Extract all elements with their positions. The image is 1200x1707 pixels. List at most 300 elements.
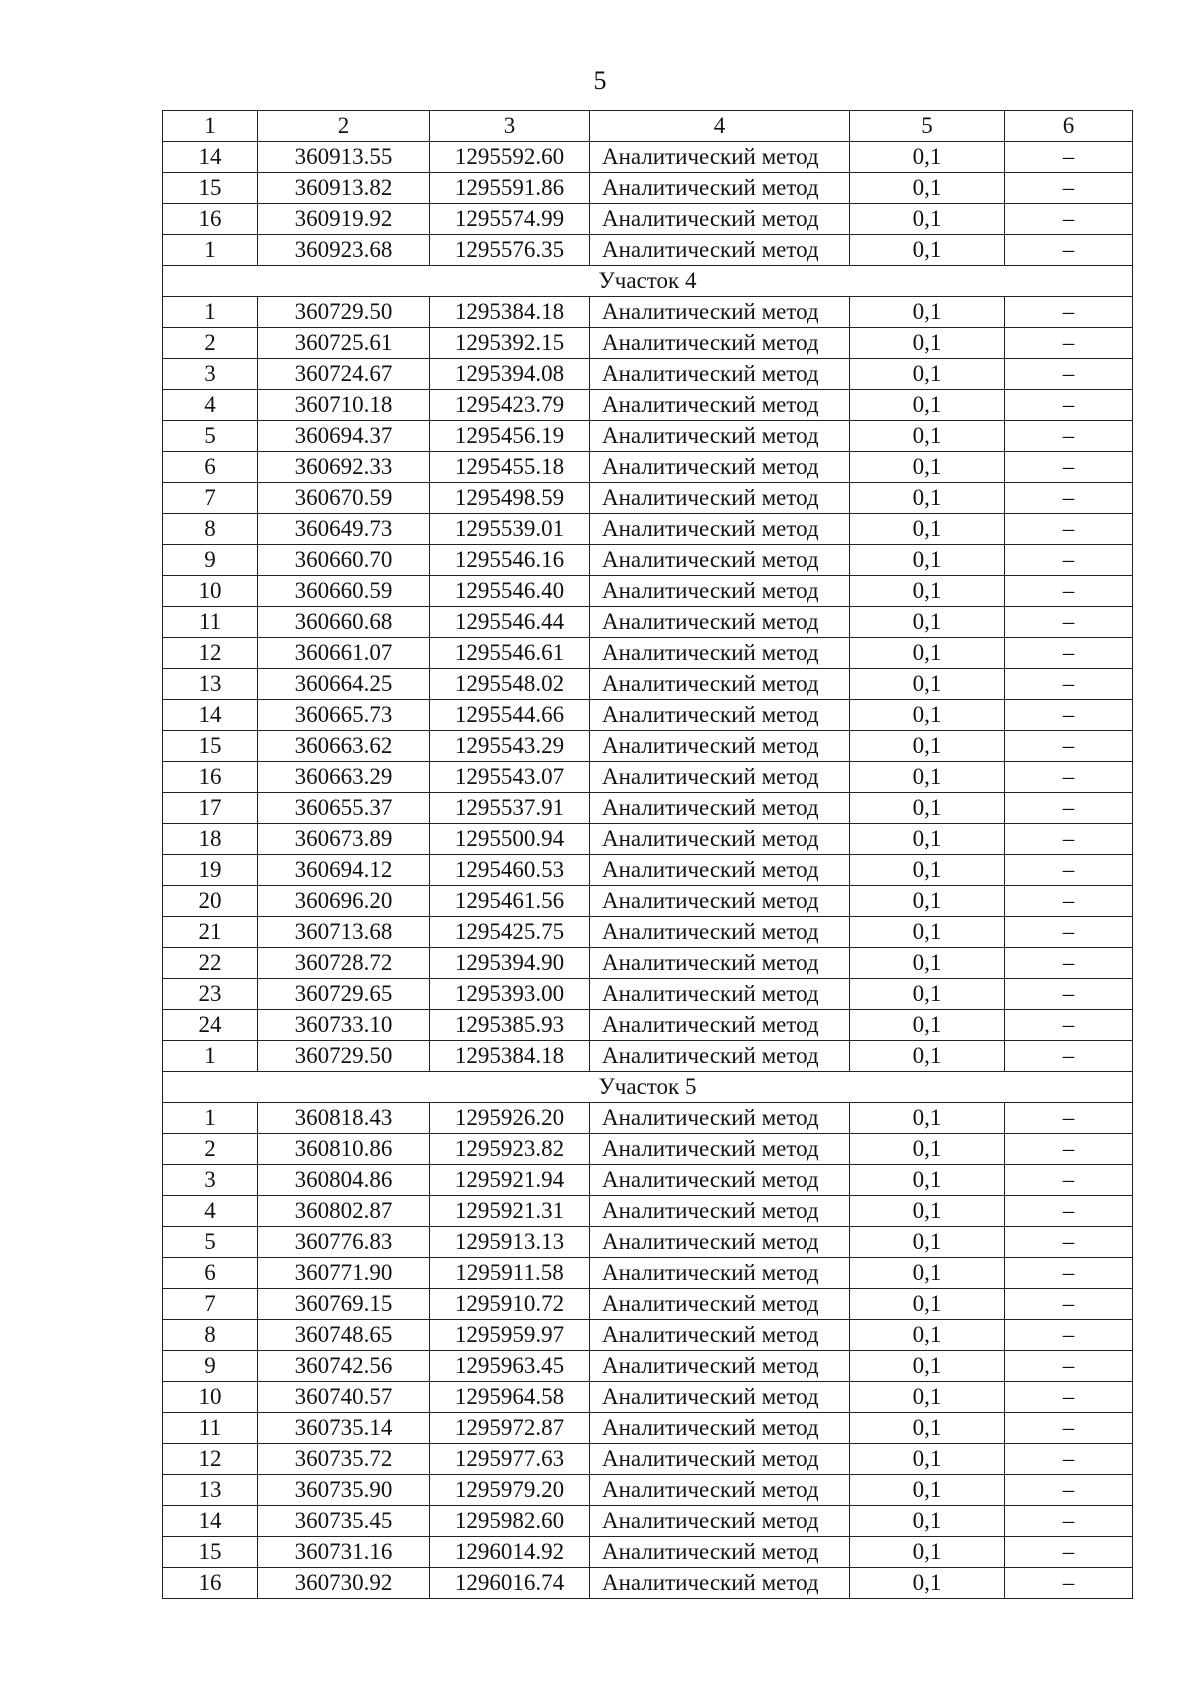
column-header: 3: [430, 111, 590, 142]
point-number-cell: 6: [163, 452, 258, 483]
x-coordinate-cell: 360660.70: [258, 545, 430, 576]
point-number-cell: 11: [163, 607, 258, 638]
point-number-cell: 15: [163, 731, 258, 762]
x-coordinate-cell: 360818.43: [258, 1103, 430, 1134]
method-cell: Аналитический метод: [590, 297, 850, 328]
method-cell: Аналитический метод: [590, 483, 850, 514]
note-cell: –: [1005, 1444, 1133, 1475]
point-number-cell: 15: [163, 1537, 258, 1568]
accuracy-cell: 0,1: [850, 1289, 1005, 1320]
method-cell: Аналитический метод: [590, 1041, 850, 1072]
point-number-cell: 4: [163, 390, 258, 421]
column-header: 4: [590, 111, 850, 142]
point-number-cell: 22: [163, 948, 258, 979]
accuracy-cell: 0,1: [850, 1196, 1005, 1227]
x-coordinate-cell: 360735.72: [258, 1444, 430, 1475]
table-row: [163, 1227, 1133, 1258]
note-cell: –: [1005, 1351, 1133, 1382]
x-coordinate-cell: 360725.61: [258, 328, 430, 359]
x-coordinate-cell: 360728.72: [258, 948, 430, 979]
method-cell: Аналитический метод: [590, 638, 850, 669]
y-coordinate-cell: 1295979.20: [430, 1475, 590, 1506]
table-row: [163, 855, 1133, 886]
x-coordinate-cell: 360731.16: [258, 1537, 430, 1568]
x-coordinate-cell: 360913.82: [258, 173, 430, 204]
note-cell: –: [1005, 1010, 1133, 1041]
table-row: [163, 1506, 1133, 1537]
y-coordinate-cell: 1295963.45: [430, 1351, 590, 1382]
section-title: Участок 4: [163, 266, 1133, 297]
x-coordinate-cell: 360665.73: [258, 700, 430, 731]
method-cell: Аналитический метод: [590, 917, 850, 948]
note-cell: –: [1005, 948, 1133, 979]
y-coordinate-cell: 1295926.20: [430, 1103, 590, 1134]
note-cell: –: [1005, 1134, 1133, 1165]
note-cell: –: [1005, 514, 1133, 545]
y-coordinate-cell: 1295456.19: [430, 421, 590, 452]
x-coordinate-cell: 360694.37: [258, 421, 430, 452]
note-cell: –: [1005, 1413, 1133, 1444]
y-coordinate-cell: 1295498.59: [430, 483, 590, 514]
x-coordinate-cell: 360923.68: [258, 235, 430, 266]
accuracy-cell: 0,1: [850, 1041, 1005, 1072]
x-coordinate-cell: 360810.86: [258, 1134, 430, 1165]
table-row: [163, 607, 1133, 638]
note-cell: –: [1005, 669, 1133, 700]
method-cell: Аналитический метод: [590, 979, 850, 1010]
point-number-cell: 17: [163, 793, 258, 824]
accuracy-cell: 0,1: [850, 483, 1005, 514]
table-row: [163, 452, 1133, 483]
method-cell: Аналитический метод: [590, 669, 850, 700]
method-cell: Аналитический метод: [590, 793, 850, 824]
note-cell: –: [1005, 607, 1133, 638]
column-header: 1: [163, 111, 258, 142]
point-number-cell: 16: [163, 762, 258, 793]
table-row: [163, 886, 1133, 917]
method-cell: Аналитический метод: [590, 328, 850, 359]
table-row: [163, 1041, 1133, 1072]
method-cell: Аналитический метод: [590, 142, 850, 173]
method-cell: Аналитический метод: [590, 452, 850, 483]
note-cell: –: [1005, 545, 1133, 576]
method-cell: Аналитический метод: [590, 204, 850, 235]
y-coordinate-cell: 1295543.29: [430, 731, 590, 762]
x-coordinate-cell: 360729.50: [258, 297, 430, 328]
x-coordinate-cell: 360729.65: [258, 979, 430, 1010]
column-header: 2: [258, 111, 430, 142]
x-coordinate-cell: 360733.10: [258, 1010, 430, 1041]
accuracy-cell: 0,1: [850, 1227, 1005, 1258]
accuracy-cell: 0,1: [850, 1537, 1005, 1568]
note-cell: –: [1005, 1537, 1133, 1568]
method-cell: Аналитический метод: [590, 235, 850, 266]
y-coordinate-cell: 1295977.63: [430, 1444, 590, 1475]
point-number-cell: 12: [163, 638, 258, 669]
note-cell: –: [1005, 235, 1133, 266]
point-number-cell: 9: [163, 1351, 258, 1382]
y-coordinate-cell: 1295964.58: [430, 1382, 590, 1413]
header-row: [163, 111, 1133, 142]
accuracy-cell: 0,1: [850, 731, 1005, 762]
accuracy-cell: 0,1: [850, 638, 1005, 669]
table-row: [163, 1475, 1133, 1506]
point-number-cell: 14: [163, 142, 258, 173]
note-cell: –: [1005, 576, 1133, 607]
y-coordinate-cell: 1295921.94: [430, 1165, 590, 1196]
accuracy-cell: 0,1: [850, 1165, 1005, 1196]
method-cell: Аналитический метод: [590, 700, 850, 731]
x-coordinate-cell: 360694.12: [258, 855, 430, 886]
y-coordinate-cell: 1295425.75: [430, 917, 590, 948]
y-coordinate-cell: 1295500.94: [430, 824, 590, 855]
y-coordinate-cell: 1295461.56: [430, 886, 590, 917]
accuracy-cell: 0,1: [850, 855, 1005, 886]
table-row: [163, 1258, 1133, 1289]
x-coordinate-cell: 360742.56: [258, 1351, 430, 1382]
note-cell: –: [1005, 297, 1133, 328]
table-row: [163, 1103, 1133, 1134]
y-coordinate-cell: 1295591.86: [430, 173, 590, 204]
y-coordinate-cell: 1295913.13: [430, 1227, 590, 1258]
accuracy-cell: 0,1: [850, 328, 1005, 359]
y-coordinate-cell: 1295546.40: [430, 576, 590, 607]
x-coordinate-cell: 360692.33: [258, 452, 430, 483]
method-cell: Аналитический метод: [590, 1165, 850, 1196]
point-number-cell: 11: [163, 1413, 258, 1444]
note-cell: –: [1005, 483, 1133, 514]
x-coordinate-cell: 360660.68: [258, 607, 430, 638]
note-cell: –: [1005, 1382, 1133, 1413]
table-row: [163, 483, 1133, 514]
accuracy-cell: 0,1: [850, 1103, 1005, 1134]
point-number-cell: 16: [163, 1568, 258, 1599]
point-number-cell: 3: [163, 359, 258, 390]
y-coordinate-cell: 1295910.72: [430, 1289, 590, 1320]
note-cell: –: [1005, 824, 1133, 855]
y-coordinate-cell: 1295543.07: [430, 762, 590, 793]
point-number-cell: 5: [163, 421, 258, 452]
method-cell: Аналитический метод: [590, 1103, 850, 1134]
point-number-cell: 6: [163, 1258, 258, 1289]
method-cell: Аналитический метод: [590, 514, 850, 545]
note-cell: –: [1005, 886, 1133, 917]
note-cell: –: [1005, 173, 1133, 204]
y-coordinate-cell: 1296016.74: [430, 1568, 590, 1599]
y-coordinate-cell: 1295460.53: [430, 855, 590, 886]
table-row: [163, 297, 1133, 328]
y-coordinate-cell: 1295972.87: [430, 1413, 590, 1444]
accuracy-cell: 0,1: [850, 576, 1005, 607]
method-cell: Аналитический метод: [590, 1289, 850, 1320]
y-coordinate-cell: 1295537.91: [430, 793, 590, 824]
y-coordinate-cell: 1295384.18: [430, 1041, 590, 1072]
point-number-cell: 13: [163, 669, 258, 700]
x-coordinate-cell: 360660.59: [258, 576, 430, 607]
point-number-cell: 4: [163, 1196, 258, 1227]
point-number-cell: 19: [163, 855, 258, 886]
note-cell: –: [1005, 638, 1133, 669]
table-row: [163, 1289, 1133, 1320]
method-cell: Аналитический метод: [590, 359, 850, 390]
table-row: [163, 173, 1133, 204]
table-row: [163, 979, 1133, 1010]
x-coordinate-cell: 360776.83: [258, 1227, 430, 1258]
method-cell: Аналитический метод: [590, 1351, 850, 1382]
column-header: 5: [850, 111, 1005, 142]
note-cell: –: [1005, 979, 1133, 1010]
x-coordinate-cell: 360730.92: [258, 1568, 430, 1599]
x-coordinate-cell: 360649.73: [258, 514, 430, 545]
table-row: [163, 1568, 1133, 1599]
method-cell: Аналитический метод: [590, 1010, 850, 1041]
point-number-cell: 5: [163, 1227, 258, 1258]
method-cell: Аналитический метод: [590, 421, 850, 452]
note-cell: –: [1005, 421, 1133, 452]
accuracy-cell: 0,1: [850, 1444, 1005, 1475]
x-coordinate-cell: 360729.50: [258, 1041, 430, 1072]
y-coordinate-cell: 1295592.60: [430, 142, 590, 173]
x-coordinate-cell: 360670.59: [258, 483, 430, 514]
accuracy-cell: 0,1: [850, 235, 1005, 266]
accuracy-cell: 0,1: [850, 390, 1005, 421]
y-coordinate-cell: 1295539.01: [430, 514, 590, 545]
accuracy-cell: 0,1: [850, 824, 1005, 855]
note-cell: –: [1005, 359, 1133, 390]
method-cell: Аналитический метод: [590, 576, 850, 607]
y-coordinate-cell: 1295394.08: [430, 359, 590, 390]
x-coordinate-cell: 360913.55: [258, 142, 430, 173]
y-coordinate-cell: 1295546.16: [430, 545, 590, 576]
note-cell: –: [1005, 793, 1133, 824]
method-cell: Аналитический метод: [590, 1537, 850, 1568]
method-cell: Аналитический метод: [590, 545, 850, 576]
point-number-cell: 20: [163, 886, 258, 917]
method-cell: Аналитический метод: [590, 731, 850, 762]
x-coordinate-cell: 360673.89: [258, 824, 430, 855]
note-cell: –: [1005, 1289, 1133, 1320]
y-coordinate-cell: 1295392.15: [430, 328, 590, 359]
point-number-cell: 21: [163, 917, 258, 948]
accuracy-cell: 0,1: [850, 948, 1005, 979]
table-row: [163, 793, 1133, 824]
note-cell: –: [1005, 452, 1133, 483]
accuracy-cell: 0,1: [850, 762, 1005, 793]
y-coordinate-cell: 1295548.02: [430, 669, 590, 700]
accuracy-cell: 0,1: [850, 1320, 1005, 1351]
x-coordinate-cell: 360664.25: [258, 669, 430, 700]
table-row: [163, 1382, 1133, 1413]
point-number-cell: 24: [163, 1010, 258, 1041]
y-coordinate-cell: 1295576.35: [430, 235, 590, 266]
table-row: [163, 359, 1133, 390]
note-cell: –: [1005, 1227, 1133, 1258]
table-row: [163, 1134, 1133, 1165]
accuracy-cell: 0,1: [850, 142, 1005, 173]
accuracy-cell: 0,1: [850, 669, 1005, 700]
x-coordinate-cell: 360661.07: [258, 638, 430, 669]
method-cell: Аналитический метод: [590, 824, 850, 855]
table-body: [163, 142, 1133, 1599]
note-cell: –: [1005, 1103, 1133, 1134]
table-row: [163, 700, 1133, 731]
accuracy-cell: 0,1: [850, 545, 1005, 576]
x-coordinate-cell: 360771.90: [258, 1258, 430, 1289]
table-row: [163, 638, 1133, 669]
accuracy-cell: 0,1: [850, 1258, 1005, 1289]
accuracy-cell: 0,1: [850, 917, 1005, 948]
table-row: [163, 142, 1133, 173]
accuracy-cell: 0,1: [850, 514, 1005, 545]
y-coordinate-cell: 1295393.00: [430, 979, 590, 1010]
x-coordinate-cell: 360710.18: [258, 390, 430, 421]
table-row: [163, 917, 1133, 948]
point-number-cell: 1: [163, 1103, 258, 1134]
table-row: [163, 328, 1133, 359]
accuracy-cell: 0,1: [850, 452, 1005, 483]
note-cell: –: [1005, 204, 1133, 235]
point-number-cell: 9: [163, 545, 258, 576]
method-cell: Аналитический метод: [590, 1196, 850, 1227]
accuracy-cell: 0,1: [850, 1382, 1005, 1413]
accuracy-cell: 0,1: [850, 421, 1005, 452]
accuracy-cell: 0,1: [850, 607, 1005, 638]
y-coordinate-cell: 1295574.99: [430, 204, 590, 235]
note-cell: –: [1005, 1258, 1133, 1289]
note-cell: –: [1005, 917, 1133, 948]
note-cell: –: [1005, 1165, 1133, 1196]
method-cell: Аналитический метод: [590, 390, 850, 421]
accuracy-cell: 0,1: [850, 979, 1005, 1010]
method-cell: Аналитический метод: [590, 1413, 850, 1444]
y-coordinate-cell: 1296014.92: [430, 1537, 590, 1568]
accuracy-cell: 0,1: [850, 1413, 1005, 1444]
point-number-cell: 8: [163, 514, 258, 545]
point-number-cell: 16: [163, 204, 258, 235]
method-cell: Аналитический метод: [590, 855, 850, 886]
point-number-cell: 2: [163, 328, 258, 359]
accuracy-cell: 0,1: [850, 1475, 1005, 1506]
method-cell: Аналитический метод: [590, 762, 850, 793]
method-cell: Аналитический метод: [590, 1444, 850, 1475]
accuracy-cell: 0,1: [850, 297, 1005, 328]
method-cell: Аналитический метод: [590, 607, 850, 638]
point-number-cell: 1: [163, 235, 258, 266]
note-cell: –: [1005, 390, 1133, 421]
x-coordinate-cell: 360919.92: [258, 204, 430, 235]
table-row: [163, 1010, 1133, 1041]
table-row: [163, 1320, 1133, 1351]
accuracy-cell: 0,1: [850, 204, 1005, 235]
table-row: [163, 390, 1133, 421]
section-title: Участок 5: [163, 1072, 1133, 1103]
point-number-cell: 10: [163, 576, 258, 607]
point-number-cell: 1: [163, 1041, 258, 1072]
y-coordinate-cell: 1295546.44: [430, 607, 590, 638]
x-coordinate-cell: 360748.65: [258, 1320, 430, 1351]
x-coordinate-cell: 360735.90: [258, 1475, 430, 1506]
method-cell: Аналитический метод: [590, 1134, 850, 1165]
y-coordinate-cell: 1295911.58: [430, 1258, 590, 1289]
table-row: [163, 669, 1133, 700]
note-cell: –: [1005, 1041, 1133, 1072]
point-number-cell: 18: [163, 824, 258, 855]
point-number-cell: 8: [163, 1320, 258, 1351]
y-coordinate-cell: 1295544.66: [430, 700, 590, 731]
method-cell: Аналитический метод: [590, 173, 850, 204]
section-row: [163, 266, 1133, 297]
point-number-cell: 13: [163, 1475, 258, 1506]
note-cell: –: [1005, 1196, 1133, 1227]
y-coordinate-cell: 1295546.61: [430, 638, 590, 669]
table-row: [163, 731, 1133, 762]
accuracy-cell: 0,1: [850, 1010, 1005, 1041]
accuracy-cell: 0,1: [850, 1351, 1005, 1382]
table-row: [163, 204, 1133, 235]
note-cell: –: [1005, 1506, 1133, 1537]
point-number-cell: 3: [163, 1165, 258, 1196]
table-row: [163, 948, 1133, 979]
table-row: [163, 1413, 1133, 1444]
accuracy-cell: 0,1: [850, 1506, 1005, 1537]
table-row: [163, 1444, 1133, 1475]
method-cell: Аналитический метод: [590, 1382, 850, 1413]
x-coordinate-cell: 360663.29: [258, 762, 430, 793]
x-coordinate-cell: 360713.68: [258, 917, 430, 948]
method-cell: Аналитический метод: [590, 948, 850, 979]
column-header: 6: [1005, 111, 1133, 142]
page-number: 5: [593, 66, 607, 95]
note-cell: –: [1005, 855, 1133, 886]
table-row: [163, 421, 1133, 452]
table-row: [163, 235, 1133, 266]
y-coordinate-cell: 1295384.18: [430, 297, 590, 328]
method-cell: Аналитический метод: [590, 1475, 850, 1506]
point-number-cell: 12: [163, 1444, 258, 1475]
point-number-cell: 7: [163, 483, 258, 514]
accuracy-cell: 0,1: [850, 359, 1005, 390]
table-row: [163, 576, 1133, 607]
x-coordinate-cell: 360663.62: [258, 731, 430, 762]
point-number-cell: 1: [163, 297, 258, 328]
point-number-cell: 14: [163, 1506, 258, 1537]
x-coordinate-cell: 360804.86: [258, 1165, 430, 1196]
note-cell: –: [1005, 328, 1133, 359]
point-number-cell: 23: [163, 979, 258, 1010]
coordinates-table: [162, 110, 1133, 1599]
y-coordinate-cell: 1295982.60: [430, 1506, 590, 1537]
method-cell: Аналитический метод: [590, 1227, 850, 1258]
y-coordinate-cell: 1295385.93: [430, 1010, 590, 1041]
x-coordinate-cell: 360769.15: [258, 1289, 430, 1320]
accuracy-cell: 0,1: [850, 1568, 1005, 1599]
section-row: [163, 1072, 1133, 1103]
note-cell: –: [1005, 762, 1133, 793]
method-cell: Аналитический метод: [590, 1258, 850, 1289]
note-cell: –: [1005, 142, 1133, 173]
table-row: [163, 1196, 1133, 1227]
point-number-cell: 10: [163, 1382, 258, 1413]
y-coordinate-cell: 1295394.90: [430, 948, 590, 979]
note-cell: –: [1005, 1320, 1133, 1351]
x-coordinate-cell: 360740.57: [258, 1382, 430, 1413]
accuracy-cell: 0,1: [850, 173, 1005, 204]
point-number-cell: 2: [163, 1134, 258, 1165]
note-cell: –: [1005, 700, 1133, 731]
point-number-cell: 14: [163, 700, 258, 731]
accuracy-cell: 0,1: [850, 1134, 1005, 1165]
accuracy-cell: 0,1: [850, 793, 1005, 824]
